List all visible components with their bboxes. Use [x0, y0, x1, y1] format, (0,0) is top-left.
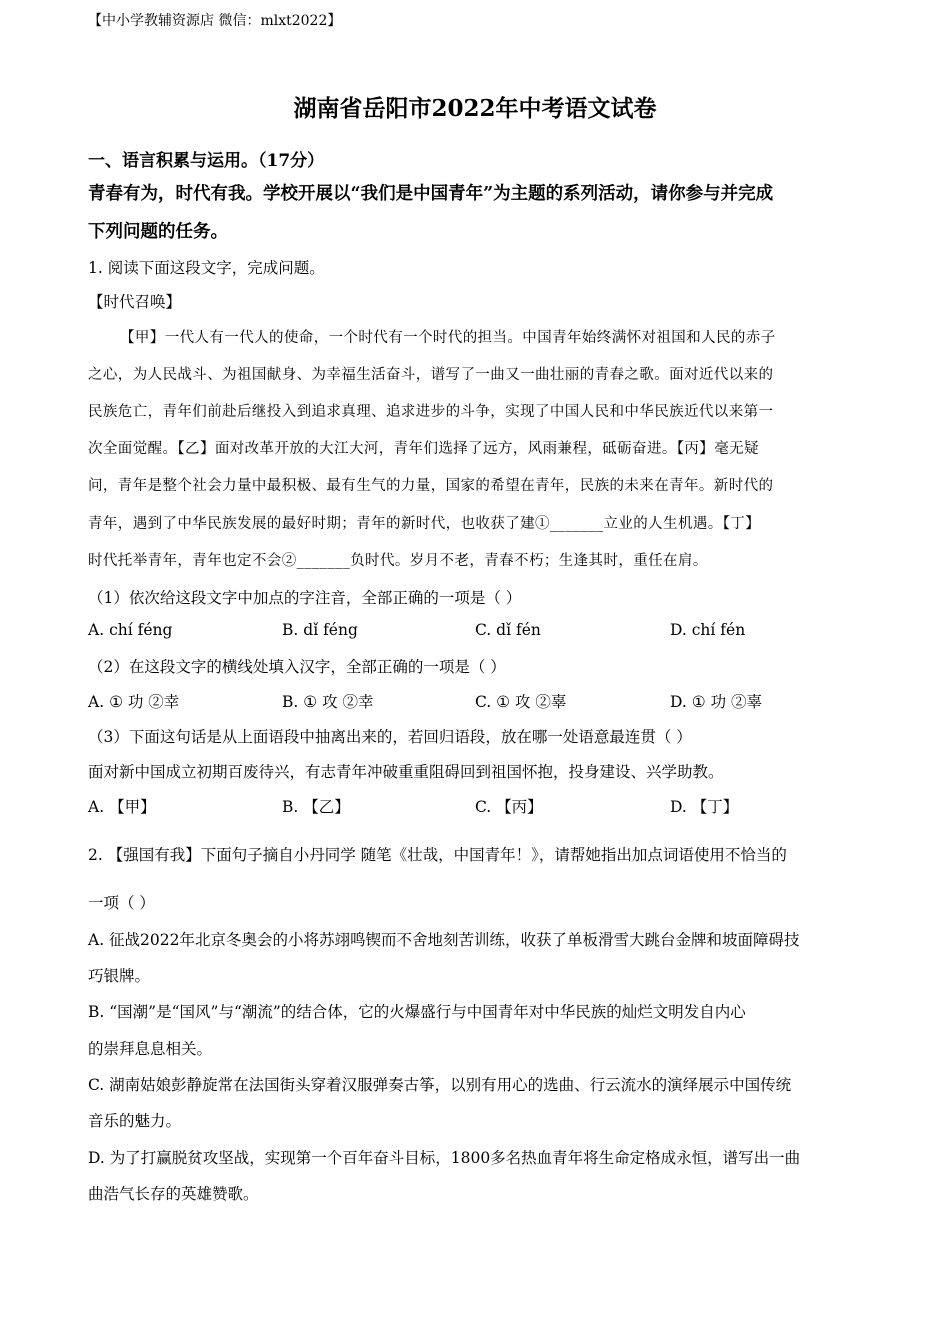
extracted-sentence: 面对新中国成立初期百废待兴，有志青年冲破重重阻碍回到祖国怀抱，投身建设、兴学助教。 — [88, 763, 724, 781]
passage-line: 次全面觉醒。【乙】面对改革开放的大江大河，青年们选择了远方，风雨兼程，砥砺奋进。【丙】毫无疑 — [88, 441, 759, 457]
passage-line: 青年，遇到了中华民族发展的最好时期；青年的新时代，也收获了建①_______立业的人生机遇。【丁】 — [88, 516, 761, 532]
sub-question-1: （1）依次给这段文字中加点的字注音，全部正确的一项是（ ） — [88, 589, 522, 607]
passage-line: 问，青年是整个社会力量中最积极、最有生气的力量，国家的希望在青年，民族的未来在青年。新时代的 — [88, 478, 774, 494]
option-b[interactable]: B. 【乙】 — [282, 798, 350, 816]
option-a[interactable]: A. chí féng — [88, 621, 173, 639]
option-a[interactable]: A. 【甲】 — [88, 798, 156, 816]
option-d[interactable]: D. ① 功 ②辜 — [670, 693, 762, 711]
option-a[interactable]: A. ① 功 ②幸 — [88, 693, 180, 711]
exam-title: 湖南省岳阳市2022年中考语文试卷 — [293, 95, 657, 122]
option-b[interactable]: B. dǐ féng — [282, 621, 358, 639]
q2-option-a[interactable]: A. 征战2022年北京冬奥会的小将苏翊鸣锲而不舍地刻苦训练，收获了单板滑雪大跳台金牌和坡面障碍技 — [88, 931, 800, 949]
sub-question-3: （3）下面这句话是从上面语段中抽离出来的，若回归语段，放在哪一处语意最连贯（ ） — [88, 728, 692, 746]
option-c[interactable]: C. ① 攻 ②辜 — [475, 693, 567, 711]
intro-line-1: 青春有为，时代有我。学校开展以“我们是中国青年”为主题的系列活动，请你参与并完成 — [88, 184, 774, 204]
section-heading: 一、语言积累与运用。（17分） — [88, 151, 325, 171]
option-b[interactable]: B. ① 攻 ②幸 — [282, 693, 374, 711]
option-c[interactable]: C. 【丙】 — [475, 798, 543, 816]
sub-question-2: （2）在这段文字的横线处填入汉字，全部正确的一项是（ ） — [88, 658, 506, 676]
passage-line: 【甲】一代人有一代人的使命，一个时代有一个时代的担当。中国青年始终满怀对祖国和人民的赤子 — [120, 330, 776, 346]
page-header: 【中小学教辅资源店 微信：mlxt2022】 — [88, 13, 342, 29]
intro-line-2: 下列问题的任务。 — [88, 222, 228, 242]
q2-option-d[interactable]: D. 为了打赢脱贫攻坚战，实现第一个百年奋斗目标，1800多名热血青年将生命定格成永恒，谱写出一曲 — [88, 1149, 801, 1167]
q2-option-a-cont: 巧银牌。 — [88, 967, 151, 985]
q2-option-b-cont: 的崇拜息息相关。 — [88, 1040, 213, 1058]
q2-option-b[interactable]: B. “国潮”是“国风”与“潮流”的结合体，它的火爆盛行与中国青年对中华民族的灿烂文明发自内心 — [88, 1003, 746, 1021]
q2-option-c-cont: 音乐的魅力。 — [88, 1112, 182, 1130]
q2-stem-line-2: 一项（ ） — [88, 894, 155, 912]
option-c[interactable]: C. dǐ fén — [475, 621, 541, 639]
option-d[interactable]: D. chí fén — [670, 621, 746, 639]
passage-line: 民族危亡，青年们前赴后继投入到追求真理、追求进步的斗争，实现了中国人民和中华民族近代以来第一 — [88, 404, 774, 420]
q2-stem-line-1: 2. 【强国有我】下面句子摘自小丹同学 随笔《壮哉，中国青年！》，请帮她指出加点词语使用不恰当的 — [88, 846, 787, 864]
passage-line: 时代托举青年，青年也定不会②_______负时代。岁月不老，青春不朽；生逢其时，重任在肩。 — [88, 553, 708, 569]
q1-subtitle: 【时代召唤】 — [88, 293, 182, 311]
option-d[interactable]: D. 【丁】 — [670, 798, 739, 816]
q1-stem: 1. 阅读下面这段文字，完成问题。 — [88, 259, 325, 277]
q2-option-c[interactable]: C. 湖南姑娘彭静旋常在法国街头穿着汉服弹奏古筝，以别有用心的选曲、行云流水的演绎展示中国传统 — [88, 1076, 792, 1094]
q2-option-d-cont: 曲浩气长存的英雄赞歌。 — [88, 1185, 259, 1203]
passage-line: 之心，为人民战斗、为祖国献身、为幸福生活奋斗，谱写了一曲又一曲壮丽的青春之歌。面对近代以来的 — [88, 367, 774, 383]
